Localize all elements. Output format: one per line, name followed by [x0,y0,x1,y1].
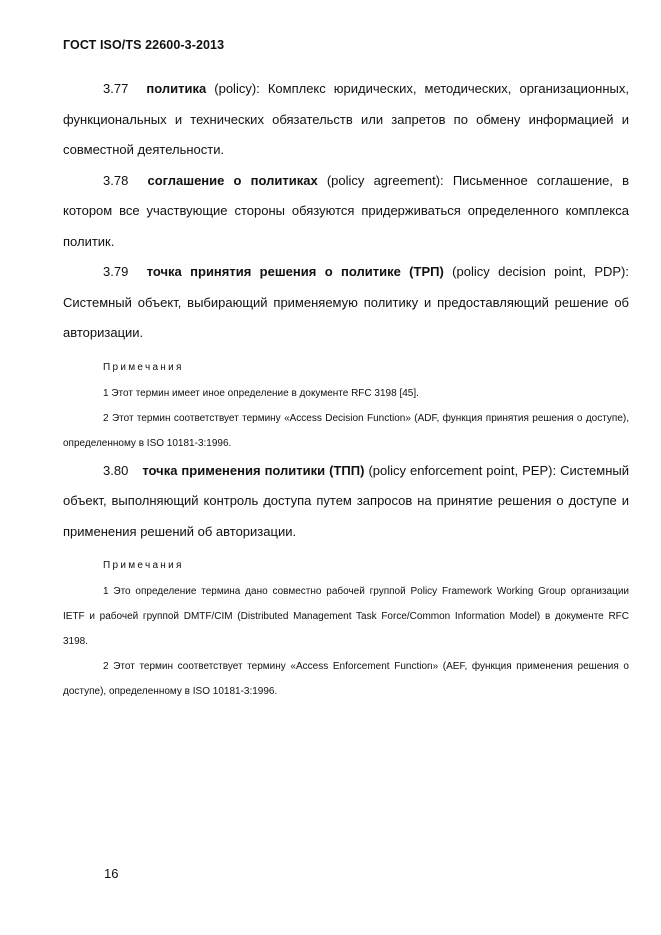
term-definition: (policy enforcement point, PEP): Системный объект, выполняющий контроль доступа путем запросов на принятие решения о доступе и применения решений об авторизации. [63,462,629,539]
term-entry [63,74,629,166]
notes-title: Примечания [103,361,184,373]
term-name: точка применения политики (ТПП) [142,462,365,478]
term-number: 3.80 [103,462,129,478]
term-number: 3.78 [103,172,129,188]
notes-title: Примечания [103,560,184,571]
document-body [63,74,629,704]
note-item: 1 Этот термин имеет иное определение в документе RFC 3198 [45]. [103,387,419,399]
term-number: 3.77 [103,81,129,96]
note-item: 2 Этот термин соответствует термину «Access Decision Function» (ADF, функция принятия решения о доступе), определенному в ISO 10181-3:1996. [63,412,629,449]
document-header: ГОСТ ISO/TS 22600-3-2013 [63,38,225,52]
term-entry [63,456,629,548]
term-name: точка принятия решения о политике (ТРП) [146,264,444,279]
term-number: 3.79 [103,264,129,279]
term-definition: (policy): Комплекс юридических, методических, организационных, функциональных и технических обязательств или запретов по обмену информацией и совместной деятельности. [63,81,629,157]
term-entry [63,257,629,349]
term-name: политика [146,81,207,96]
term-entry [63,166,629,258]
page-number: 16 [104,866,119,881]
term-definition: (policy agreement): Письменное соглашение, в котором все участвующие стороны обязуются придерживаться определенного комплекса политик. [63,172,629,249]
note-item: 1 Это определение термина дано совместно рабочей группой Policy Framework Working Group организации IETF и рабочей группой DMTF/CIM (Distributed Management Task Force/Common Information Model) в документе RFC 3198. [63,586,629,647]
note-item: 2 Этот термин соответствует термину «Access Enforcement Function» (AEF, функция применения решения о доступе), определенному в ISO 10181-3:1996. [63,661,629,697]
term-name: соглашение о политиках [147,172,318,188]
term-definition: (policy decision point, PDP): Системный объект, выбирающий применяемую политику и предоставляющий решение об авторизации. [63,264,629,340]
